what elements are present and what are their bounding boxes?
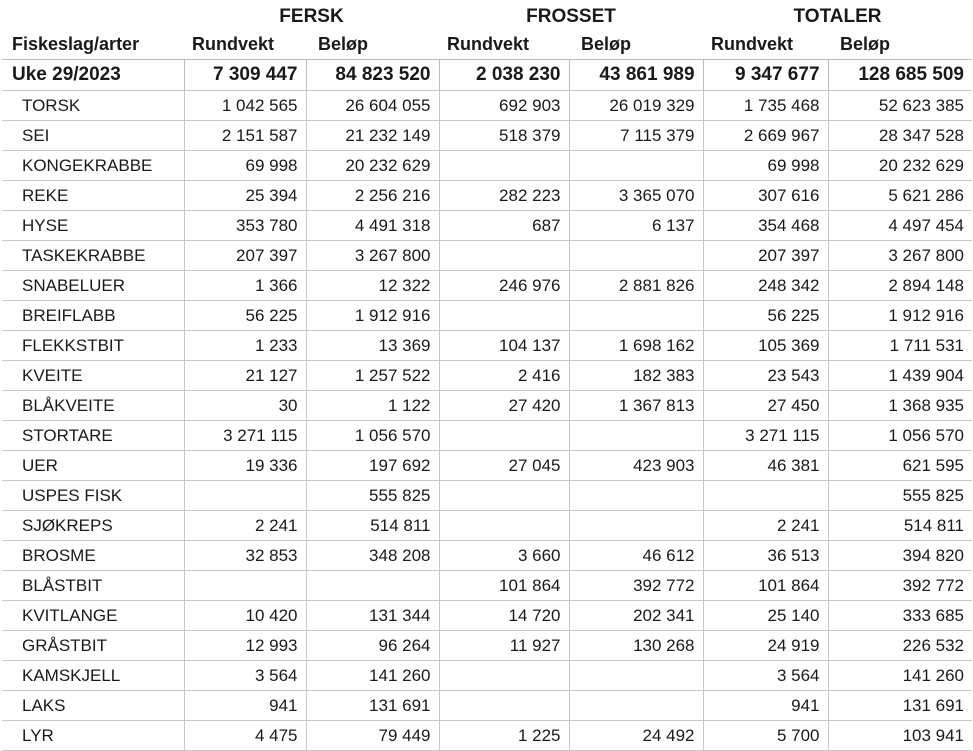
cell-frosset-rundvekt (439, 421, 569, 451)
cell-frosset-belop: 1 698 162 (569, 331, 703, 361)
species-name: STORTARE (2, 421, 184, 451)
cell-fersk-belop: 1 056 570 (306, 421, 439, 451)
cell-totaler-belop: 4 497 454 (828, 211, 972, 241)
cell-fersk-belop: 3 267 800 (306, 241, 439, 271)
total-fersk-rundvekt: 7 309 447 (184, 60, 306, 91)
cell-totaler-rundvekt: 56 225 (703, 301, 828, 331)
cell-fersk-belop: 141 260 (306, 661, 439, 691)
cell-totaler-rundvekt: 69 998 (703, 151, 828, 181)
cell-totaler-belop: 131 691 (828, 691, 972, 721)
cell-fersk-belop: 131 344 (306, 601, 439, 631)
total-fersk-belop: 84 823 520 (306, 60, 439, 91)
cell-frosset-belop (569, 481, 703, 511)
species-name: HYSE (2, 211, 184, 241)
species-name: UER (2, 451, 184, 481)
cell-totaler-rundvekt: 23 543 (703, 361, 828, 391)
cell-frosset-rundvekt: 282 223 (439, 181, 569, 211)
cell-frosset-belop (569, 421, 703, 451)
cell-fersk-belop: 348 208 (306, 541, 439, 571)
cell-totaler-belop: 52 623 385 (828, 91, 972, 121)
cell-fersk-belop (306, 571, 439, 601)
cell-totaler-rundvekt: 941 (703, 691, 828, 721)
species-name: BLÅKVEITE (2, 391, 184, 421)
cell-totaler-belop: 1 439 904 (828, 361, 972, 391)
cell-frosset-belop: 2 881 826 (569, 271, 703, 301)
cell-frosset-rundvekt (439, 511, 569, 541)
cell-totaler-belop: 333 685 (828, 601, 972, 631)
table-row (2, 571, 972, 601)
cell-totaler-belop: 1 056 570 (828, 421, 972, 451)
column-header-species: Fiskeslag/arter (12, 33, 140, 54)
group-header-frosset: FROSSET (526, 6, 616, 27)
table-row (2, 361, 972, 391)
cell-fersk-rundvekt: 2 241 (184, 511, 306, 541)
cell-fersk-belop: 1 912 916 (306, 301, 439, 331)
species-name: SJØKREPS (2, 511, 184, 541)
cell-fersk-rundvekt (184, 571, 306, 601)
cell-frosset-belop: 3 365 070 (569, 181, 703, 211)
cell-frosset-rundvekt (439, 481, 569, 511)
table-row (2, 541, 972, 571)
column-header-frosset-belop: Beløp (581, 33, 632, 54)
group-header-row (2, 0, 972, 29)
cell-fersk-rundvekt: 2 151 587 (184, 121, 306, 151)
cell-fersk-belop: 197 692 (306, 451, 439, 481)
table-row (2, 661, 972, 691)
cell-frosset-belop (569, 511, 703, 541)
cell-totaler-rundvekt: 2 241 (703, 511, 828, 541)
table-row (2, 631, 972, 661)
cell-totaler-rundvekt: 1 735 468 (703, 91, 828, 121)
species-name: KVEITE (2, 361, 184, 391)
cell-totaler-belop: 621 595 (828, 451, 972, 481)
table-row (2, 391, 972, 421)
cell-fersk-belop: 20 232 629 (306, 151, 439, 181)
cell-fersk-belop: 514 811 (306, 511, 439, 541)
cell-fersk-belop: 131 691 (306, 691, 439, 721)
cell-totaler-belop: 394 820 (828, 541, 972, 571)
cell-totaler-rundvekt: 46 381 (703, 451, 828, 481)
table-row (2, 241, 972, 271)
cell-frosset-belop (569, 301, 703, 331)
cell-fersk-belop: 21 232 149 (306, 121, 439, 151)
total-frosset-rundvekt: 2 038 230 (439, 60, 569, 91)
table-row (2, 181, 972, 211)
cell-frosset-belop (569, 151, 703, 181)
cell-frosset-rundvekt: 518 379 (439, 121, 569, 151)
cell-totaler-belop: 555 825 (828, 481, 972, 511)
cell-totaler-rundvekt: 25 140 (703, 601, 828, 631)
column-header-row (2, 29, 972, 60)
cell-fersk-belop: 79 449 (306, 721, 439, 751)
cell-frosset-rundvekt: 101 864 (439, 571, 569, 601)
cell-fersk-rundvekt: 32 853 (184, 541, 306, 571)
table-row (2, 271, 972, 301)
species-name: TORSK (2, 91, 184, 121)
cell-frosset-belop: 7 115 379 (569, 121, 703, 151)
cell-fersk-belop: 1 257 522 (306, 361, 439, 391)
species-name: KONGEKRABBE (2, 151, 184, 181)
cell-frosset-rundvekt: 246 976 (439, 271, 569, 301)
cell-totaler-rundvekt: 354 468 (703, 211, 828, 241)
cell-frosset-belop: 202 341 (569, 601, 703, 631)
cell-fersk-rundvekt: 1 366 (184, 271, 306, 301)
column-header-totaler-rundvekt: Rundvekt (711, 33, 794, 54)
cell-frosset-rundvekt (439, 691, 569, 721)
cell-fersk-belop: 1 122 (306, 391, 439, 421)
table-row (2, 691, 972, 721)
cell-fersk-rundvekt: 4 475 (184, 721, 306, 751)
cell-frosset-belop: 46 612 (569, 541, 703, 571)
cell-frosset-belop: 24 492 (569, 721, 703, 751)
table-row (2, 601, 972, 631)
total-row (2, 60, 972, 91)
cell-fersk-belop: 4 491 318 (306, 211, 439, 241)
cell-fersk-belop: 2 256 216 (306, 181, 439, 211)
cell-fersk-rundvekt: 3 271 115 (184, 421, 306, 451)
total-frosset-belop: 43 861 989 (569, 60, 703, 91)
cell-totaler-belop: 1 912 916 (828, 301, 972, 331)
cell-totaler-belop: 3 267 800 (828, 241, 972, 271)
cell-totaler-rundvekt: 207 397 (703, 241, 828, 271)
species-name: TASKEKRABBE (2, 241, 184, 271)
cell-totaler-rundvekt: 101 864 (703, 571, 828, 601)
cell-frosset-belop (569, 241, 703, 271)
cell-fersk-rundvekt: 1 233 (184, 331, 306, 361)
table-row (2, 481, 972, 511)
cell-fersk-rundvekt: 10 420 (184, 601, 306, 631)
cell-frosset-rundvekt: 692 903 (439, 91, 569, 121)
cell-fersk-rundvekt: 12 993 (184, 631, 306, 661)
species-name: SEI (2, 121, 184, 151)
group-header-totaler: TOTALER (793, 6, 882, 27)
cell-frosset-rundvekt: 1 225 (439, 721, 569, 751)
cell-frosset-rundvekt: 27 045 (439, 451, 569, 481)
cell-fersk-belop: 13 369 (306, 331, 439, 361)
cell-frosset-rundvekt: 104 137 (439, 331, 569, 361)
cell-frosset-belop: 182 383 (569, 361, 703, 391)
column-header-totaler-belop: Beløp (840, 33, 891, 54)
cell-fersk-rundvekt: 25 394 (184, 181, 306, 211)
cell-totaler-rundvekt: 248 342 (703, 271, 828, 301)
cell-fersk-rundvekt: 19 336 (184, 451, 306, 481)
cell-totaler-rundvekt: 105 369 (703, 331, 828, 361)
cell-totaler-belop: 103 941 (828, 721, 972, 751)
species-name: KAMSKJELL (2, 661, 184, 691)
species-name: KVITLANGE (2, 601, 184, 631)
cell-fersk-belop: 26 604 055 (306, 91, 439, 121)
cell-totaler-rundvekt: 27 450 (703, 391, 828, 421)
cell-fersk-rundvekt: 30 (184, 391, 306, 421)
cell-frosset-rundvekt (439, 241, 569, 271)
cell-fersk-rundvekt (184, 481, 306, 511)
column-header-frosset-rundvekt: Rundvekt (447, 33, 530, 54)
cell-totaler-rundvekt (703, 481, 828, 511)
cell-fersk-rundvekt: 941 (184, 691, 306, 721)
cell-totaler-rundvekt: 36 513 (703, 541, 828, 571)
cell-totaler-rundvekt: 24 919 (703, 631, 828, 661)
cell-totaler-belop: 2 894 148 (828, 271, 972, 301)
cell-fersk-rundvekt: 207 397 (184, 241, 306, 271)
species-name: BROSME (2, 541, 184, 571)
species-name: FLEKKSTBIT (2, 331, 184, 361)
species-name: BLÅSTBIT (2, 571, 184, 601)
total-row-label: Uke 29/2023 (2, 60, 184, 91)
species-name: LYR (2, 721, 184, 751)
cell-totaler-rundvekt: 307 616 (703, 181, 828, 211)
species-name: SNABELUER (2, 271, 184, 301)
cell-totaler-belop: 1 368 935 (828, 391, 972, 421)
table-row (2, 301, 972, 331)
cell-frosset-rundvekt: 687 (439, 211, 569, 241)
cell-totaler-rundvekt: 3 564 (703, 661, 828, 691)
cell-frosset-rundvekt: 27 420 (439, 391, 569, 421)
table-row (2, 331, 972, 361)
cell-fersk-belop: 96 264 (306, 631, 439, 661)
cell-totaler-belop: 5 621 286 (828, 181, 972, 211)
cell-frosset-rundvekt: 2 416 (439, 361, 569, 391)
cell-frosset-belop: 392 772 (569, 571, 703, 601)
cell-totaler-belop: 1 711 531 (828, 331, 972, 361)
species-name: GRÅSTBIT (2, 631, 184, 661)
table-row (2, 421, 972, 451)
cell-totaler-belop: 392 772 (828, 571, 972, 601)
cell-fersk-rundvekt: 69 998 (184, 151, 306, 181)
cell-totaler-belop: 20 232 629 (828, 151, 972, 181)
cell-fersk-rundvekt: 3 564 (184, 661, 306, 691)
cell-fersk-rundvekt: 353 780 (184, 211, 306, 241)
table-row (2, 151, 972, 181)
species-name: USPES FISK (2, 481, 184, 511)
cell-totaler-belop: 514 811 (828, 511, 972, 541)
cell-frosset-rundvekt: 3 660 (439, 541, 569, 571)
cell-frosset-belop: 6 137 (569, 211, 703, 241)
cell-totaler-belop: 28 347 528 (828, 121, 972, 151)
cell-frosset-belop: 1 367 813 (569, 391, 703, 421)
cell-frosset-belop: 423 903 (569, 451, 703, 481)
cell-totaler-belop: 226 532 (828, 631, 972, 661)
cell-fersk-belop: 12 322 (306, 271, 439, 301)
total-totaler-belop: 128 685 509 (828, 60, 972, 91)
table-row (2, 511, 972, 541)
cell-totaler-rundvekt: 2 669 967 (703, 121, 828, 151)
column-header-fersk-rundvekt: Rundvekt (192, 33, 275, 54)
cell-fersk-rundvekt: 21 127 (184, 361, 306, 391)
cell-frosset-belop (569, 661, 703, 691)
cell-frosset-belop: 130 268 (569, 631, 703, 661)
cell-fersk-belop: 555 825 (306, 481, 439, 511)
cell-totaler-rundvekt: 3 271 115 (703, 421, 828, 451)
cell-frosset-rundvekt: 11 927 (439, 631, 569, 661)
table-row (2, 211, 972, 241)
total-totaler-rundvekt: 9 347 677 (703, 60, 828, 91)
cell-frosset-rundvekt (439, 151, 569, 181)
cell-totaler-belop: 141 260 (828, 661, 972, 691)
group-header-fersk: FERSK (279, 6, 344, 27)
cell-frosset-belop: 26 019 329 (569, 91, 703, 121)
column-header-fersk-belop: Beløp (318, 33, 369, 54)
species-name: BREIFLABB (2, 301, 184, 331)
table-row (2, 451, 972, 481)
cell-fersk-rundvekt: 1 042 565 (184, 91, 306, 121)
species-name: LAKS (2, 691, 184, 721)
table-row (2, 121, 972, 151)
corner-cell (2, 0, 184, 29)
table-row (2, 721, 972, 751)
cell-fersk-rundvekt: 56 225 (184, 301, 306, 331)
catch-statistics-table (2, 0, 972, 751)
cell-frosset-belop (569, 691, 703, 721)
cell-totaler-rundvekt: 5 700 (703, 721, 828, 751)
cell-frosset-rundvekt (439, 301, 569, 331)
species-name: REKE (2, 181, 184, 211)
table-row (2, 91, 972, 121)
cell-frosset-rundvekt (439, 661, 569, 691)
cell-frosset-rundvekt: 14 720 (439, 601, 569, 631)
